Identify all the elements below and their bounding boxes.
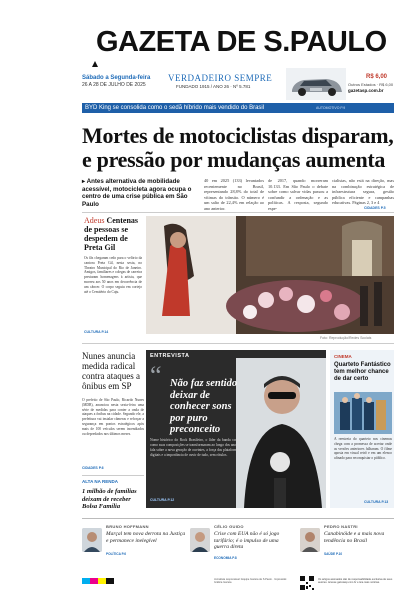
- price: R$ 6,00: [366, 74, 388, 80]
- columnist-tag[interactable]: ECONOMIA P.8: [214, 556, 237, 560]
- edition-label: Sábado a Segunda-feira: [82, 75, 151, 81]
- photo-credit: Foto: Reprodução/Redes Sociais: [320, 336, 372, 340]
- bullet-icon: ▸: [82, 178, 87, 185]
- columnist-quote[interactable]: Marçal tem nova derrota na Justiça e permanece inelegível: [106, 531, 186, 544]
- lede-text: [82, 178, 198, 208]
- price-sub: Outros Estados · R$ 6,00: [348, 82, 394, 87]
- avatar: [82, 528, 102, 552]
- interview-section-tag[interactable]: CULTURA P.12: [150, 498, 175, 502]
- footer-right-text: Os artigos assinados são de responsabilidade exclusiva de seus autores. Acesse gazetasp.com.br e leia mais notícias.: [318, 578, 393, 585]
- funeral-photo: [146, 216, 394, 334]
- cinema-section-tag[interactable]: CULTURA P.13: [364, 500, 389, 504]
- edition-date: 26 A 28 DE JULHO DE 2025: [82, 82, 146, 88]
- obit-tag: Adeus: [84, 216, 105, 225]
- avatar: [190, 528, 210, 552]
- nunes-text: O prefeito de São Paulo, Ricardo Nunes (MDB), anunciou nesta sexta-feira uma série de medidas para conter a onda de ataques a ônibus na cidade. Segundo ele, a prefeitura vai instalar câmeras e reforçar a segurança em pontos estratégicos após mais de 100 veículos serem incendiados ou depredados nos últimos meses.: [82, 398, 144, 436]
- print-color-bar: [82, 578, 114, 584]
- quote-mark-icon: “: [150, 361, 162, 390]
- nunes-headline[interactable]: Nunes anuncia medida radical contra ataques a ônibus em SP: [82, 351, 140, 391]
- article-column-3: cialistas, não está na direção, mas na combinação estratégica de infraestrutura segura, gestão pública eficiente e campanhas educativas. Páginas 2, 3 e 4: [332, 178, 394, 206]
- alta-tag: ALTA NA RENDA: [82, 479, 118, 484]
- cinema-poster: [334, 392, 392, 434]
- divider: [82, 212, 394, 213]
- main-headline[interactable]: Mortes de motociclistas disparam, e pressão por mudanças aumenta: [82, 123, 394, 172]
- columnist-tag[interactable]: POLÍTICA P.6: [106, 552, 127, 556]
- article-column-1: 40 em 2025 (133) levantados recentemente no Brasil, representando 28,8% do total de vítimas do trânsito. O número é um salto de 22,4% em relação ao ano anterior.: [204, 178, 264, 211]
- lede-body: Antes alternativa de mobilidade acessível, motocicleta agora ocupa o centro de uma crise pública em São Paulo: [82, 178, 192, 208]
- obit-text: Os fãs chegaram cedo para o velório da cantora Preta Gil, nesta sexta, no Theatro Municipal do Rio de Janeiro. Amigos, familiares e colegas de carreira prestaram homenagens à artista, que morreu aos 50 anos em decorrência de um câncer. O corpo seguiu em cortejo até o Cemitério do Caju.: [84, 256, 142, 294]
- interview-photo: [236, 358, 326, 508]
- cinema-text: A reestreia do quarteto nos cinemas chega com a promessa de acertar onde as versões anteriores falharam. O filme aposta em visual retrô e em um elenco afinado para reconquistar o público.: [334, 437, 392, 461]
- interview-quote: Não faz sentido deixar de conhecer sons por puro preconceito: [170, 378, 238, 435]
- alta-headline[interactable]: 1 milhão de famílias deixam de receber Bolsa Família: [82, 488, 137, 510]
- masthead-mark-icon: [91, 60, 99, 68]
- masthead-title: GAZETA DE S.PAULO: [96, 26, 387, 58]
- interview-tag: ENTREVISTA: [150, 353, 190, 359]
- divider: [82, 475, 144, 476]
- divider: [82, 343, 394, 344]
- avatar: [300, 528, 320, 552]
- interview-text: Nome histórico do Rock Brasileiro, o líder da banda conta como suas composições se transformaram ao longo dos anos e fala sobre a nova geração de ouvintes, a força das plataformas digitais e a importância de ouvir de tudo, sem rótulos.: [150, 438, 240, 457]
- car-ad-image: [286, 68, 346, 100]
- promo-tag: AUTOMOTIVO P.9: [316, 106, 346, 110]
- columnist-name: BRUNO HOFFMANN: [106, 524, 149, 529]
- site-url[interactable]: gazetasp.com.br: [348, 88, 384, 93]
- qr-code-icon[interactable]: [300, 576, 314, 590]
- nunes-section-tag[interactable]: CIDADES P.6: [82, 466, 104, 470]
- article-section-tag[interactable]: CIDADES P.5: [364, 206, 386, 210]
- columnist-quote[interactable]: Crise com EUA não é só jogo tarifário; é o impulso de uma guerra direta: [214, 531, 280, 550]
- obit-section-tag[interactable]: CULTURA P.14: [84, 330, 109, 334]
- columnist-quote[interactable]: Canabinóide e a mais nova tendência no Brasil: [324, 531, 385, 544]
- footer-left-text: Jornalista responsável: Equipe Gazeta de S.Paulo · Impressão: Gráfica Gazeta: [214, 578, 287, 585]
- columnist-tag[interactable]: SAÚDE P.10: [324, 552, 343, 556]
- obit-title: Centenas de pessoas se despedem de Preta Gil: [84, 216, 139, 252]
- columnist-name: PEDRO NASTRI: [324, 524, 358, 529]
- cinema-headline: Quarteto Fantástico tem melhor chance de dar certo: [334, 362, 391, 382]
- article-column-2: de 2017, quando morreram 10.133. Em São Paulo o debate sobre como salvar vidas passou a confundir a ordenação e as políticas. A resposta, segundo espe-: [268, 178, 328, 211]
- promo-text: BYD King se consolida como o sedã híbrido mais vendido do Brasil: [85, 104, 265, 111]
- masthead-motto: VERDADEIRO SEMPRE: [168, 73, 273, 83]
- masthead-founded: FUNDADO 1915 / ANO 26 · Nº 5.781: [176, 84, 251, 89]
- columnist-name: CÉLIO GUIDO: [214, 524, 244, 529]
- obit-headline[interactable]: [84, 216, 142, 252]
- cinema-tag: CINEMA: [334, 354, 352, 359]
